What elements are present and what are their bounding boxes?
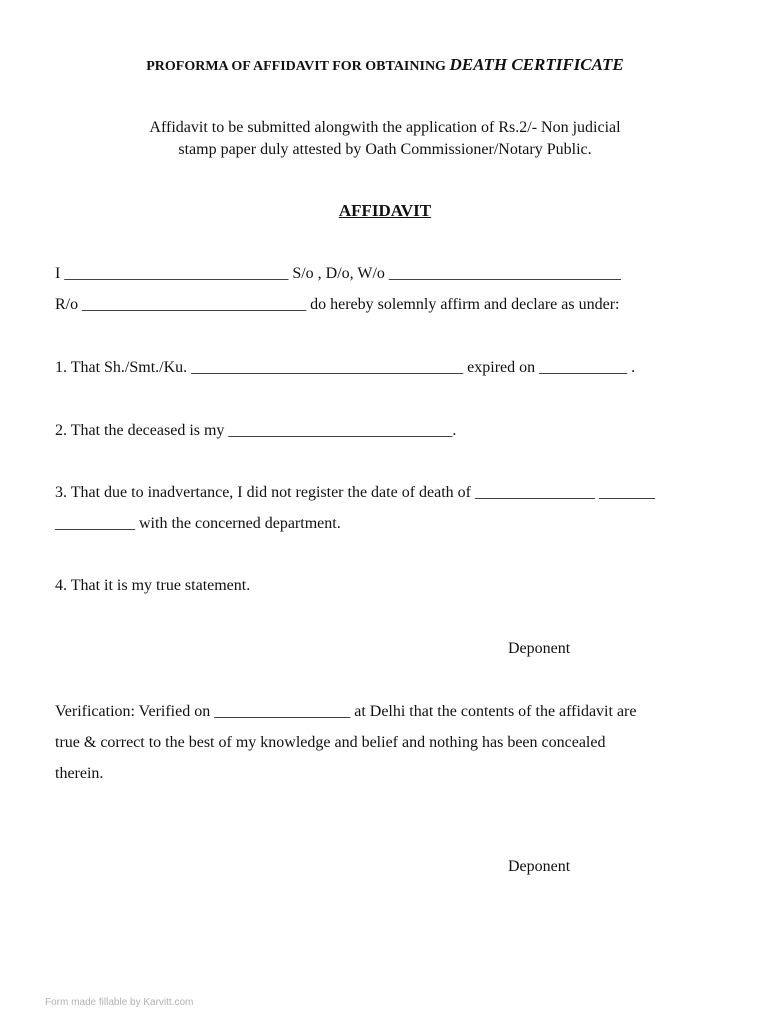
statement-3-line-1: 3. That due to inadvertance, I did not register the date of death of _______________ _______: [55, 484, 655, 501]
deponent-signature-label: Deponent: [508, 858, 571, 875]
statement-2: 2. That the deceased is my ____________________________.: [55, 422, 457, 439]
footer-note: Form made fillable by Karvitt.com: [45, 997, 194, 1008]
affidavit-title: AFFIDAVIT: [338, 201, 432, 220]
deponent-label: Deponent: [508, 640, 571, 657]
heading-italic: DEATH CERTIFICATE: [449, 55, 624, 74]
verification-line-1: Verification: Verified on _________________ at Delhi that the contents of the affidavit are: [55, 703, 637, 720]
statement-3-line-2: __________ with the concerned department.: [55, 515, 341, 532]
statement-4: 4. That it is my true statement.: [55, 577, 251, 594]
verification-line-2: true & correct to the best of my knowledge and belief and nothing has been concealed: [55, 734, 606, 751]
document-heading: [0, 55, 770, 75]
statement-1: 1. That Sh./Smt./Ku. __________________________________ expired on ___________ .: [55, 359, 636, 376]
verification-line-3: therein.: [55, 765, 104, 782]
instruction-line-2: stamp paper duly attested by Oath Commissioner/Notary Public.: [178, 141, 592, 158]
declarant-name-line: I ____________________________ S/o , D/o, W/o _____________________________: [55, 265, 621, 282]
residence-line: R/o ____________________________ do hereby solemnly affirm and declare as under:: [55, 296, 620, 313]
instruction-line-1: Affidavit to be submitted alongwith the application of Rs.2/- Non judicial: [149, 119, 621, 136]
heading-prefix: PROFORMA OF AFFIDAVIT FOR OBTAINING: [146, 59, 450, 74]
